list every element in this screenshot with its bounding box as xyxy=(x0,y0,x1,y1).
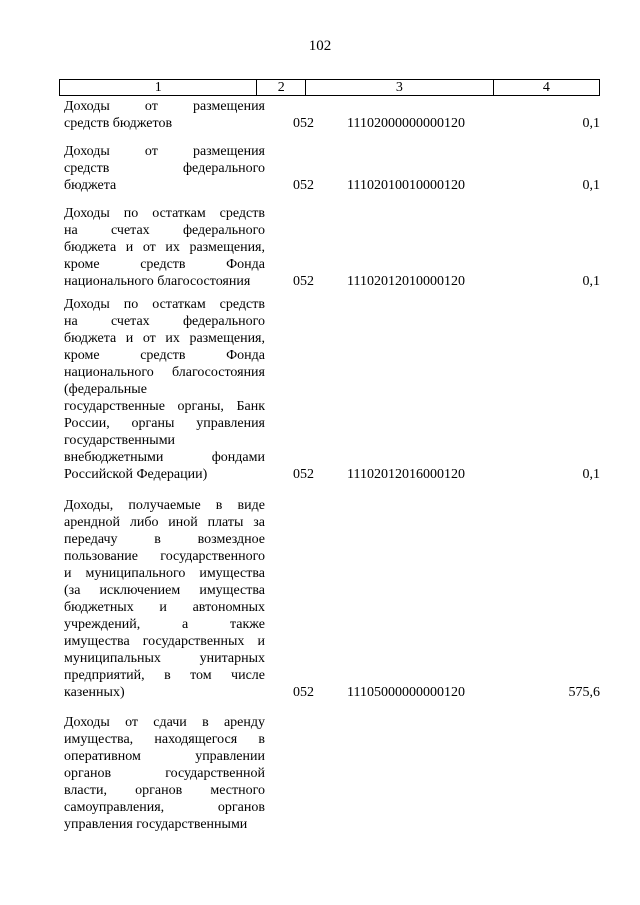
description-line: бюджета xyxy=(64,178,117,193)
description-line: кроме средств Фонда xyxy=(64,348,265,363)
description-line: имущества, находящегося в xyxy=(64,732,265,747)
row-description xyxy=(64,714,265,833)
admin-code-cell: 052 xyxy=(293,274,314,289)
amount-cell: 575,6 xyxy=(568,685,600,700)
row-description xyxy=(64,143,265,194)
description-line: Доходы от размещения xyxy=(64,99,265,114)
kbk-code-cell: 11105000000000120 xyxy=(347,685,465,700)
description-line: внебюджетными фондами xyxy=(64,450,265,465)
header-col-2: 2 xyxy=(257,80,306,96)
admin-code-cell: 052 xyxy=(293,685,314,700)
description-line: бюджетных и автономных xyxy=(64,600,265,615)
description-line: арендной либо иной платы за xyxy=(64,515,265,530)
description-line: Российской Федерации) xyxy=(64,467,208,482)
description-line: бюджета и от их размещения, xyxy=(64,331,265,346)
description-line: самоуправления, органов xyxy=(64,800,265,815)
description-line: предприятий, в том числе xyxy=(64,668,265,683)
kbk-code-cell: 11102012016000120 xyxy=(347,467,465,482)
description-line: кроме средств Фонда xyxy=(64,257,265,272)
amount-cell: 0,1 xyxy=(582,178,600,193)
admin-code-cell: 052 xyxy=(293,178,314,193)
admin-code-cell: 052 xyxy=(293,116,314,131)
kbk-code-cell: 11102012010000120 xyxy=(347,274,465,289)
description-line: на счетах федерального xyxy=(64,314,265,329)
description-line: национального благосостояния xyxy=(64,274,251,289)
description-line: средств федерального xyxy=(64,161,265,176)
description-line: органов государственной xyxy=(64,766,265,781)
description-line: передачу в возмездное xyxy=(64,532,265,547)
description-line: России, органы управления xyxy=(64,416,265,431)
description-line: национального благосостояния xyxy=(64,365,265,380)
row-description xyxy=(64,497,265,701)
description-line: государственные органы, Банк xyxy=(64,399,265,414)
header-col-3: 3 xyxy=(306,80,494,96)
admin-code-cell: 052 xyxy=(293,467,314,482)
description-line: Доходы, получаемые в виде xyxy=(64,498,265,513)
kbk-code-cell: 11102000000000120 xyxy=(347,116,465,131)
description-line: имущества государственных и xyxy=(64,634,265,649)
description-line: на счетах федерального xyxy=(64,223,265,238)
description-line: Доходы от размещения xyxy=(64,144,265,159)
kbk-code-cell: 11102010010000120 xyxy=(347,178,465,193)
table-header xyxy=(59,79,600,96)
amount-cell: 0,1 xyxy=(582,116,600,131)
description-line: и муниципального имущества xyxy=(64,566,265,581)
row-description xyxy=(64,98,265,132)
description-line: Доходы по остаткам средств xyxy=(64,297,265,312)
description-line: управления государственными xyxy=(64,817,248,832)
description-line: муниципальных унитарных xyxy=(64,651,265,666)
description-line: казенных) xyxy=(64,685,125,700)
description-line: (за исключением имущества xyxy=(64,583,265,598)
description-line: Доходы по остаткам средств xyxy=(64,206,265,221)
description-line: власти, органов местного xyxy=(64,783,265,798)
amount-cell: 0,1 xyxy=(582,274,600,289)
description-line: государственными xyxy=(64,433,176,448)
description-line: бюджета и от их размещения, xyxy=(64,240,265,255)
description-line: оперативном управлении xyxy=(64,749,265,764)
amount-cell: 0,1 xyxy=(582,467,600,482)
description-line: Доходы от сдачи в аренду xyxy=(64,715,265,730)
page-number: 102 xyxy=(308,38,332,54)
header-col-1: 1 xyxy=(60,80,257,96)
description-line: средств бюджетов xyxy=(64,116,173,131)
description-line: пользование государственного xyxy=(64,549,265,564)
row-description xyxy=(64,205,265,290)
description-line: учреждений, а также xyxy=(64,617,265,632)
row-description xyxy=(64,296,265,483)
description-line: (федеральные xyxy=(64,382,147,397)
header-col-4: 4 xyxy=(493,80,599,96)
